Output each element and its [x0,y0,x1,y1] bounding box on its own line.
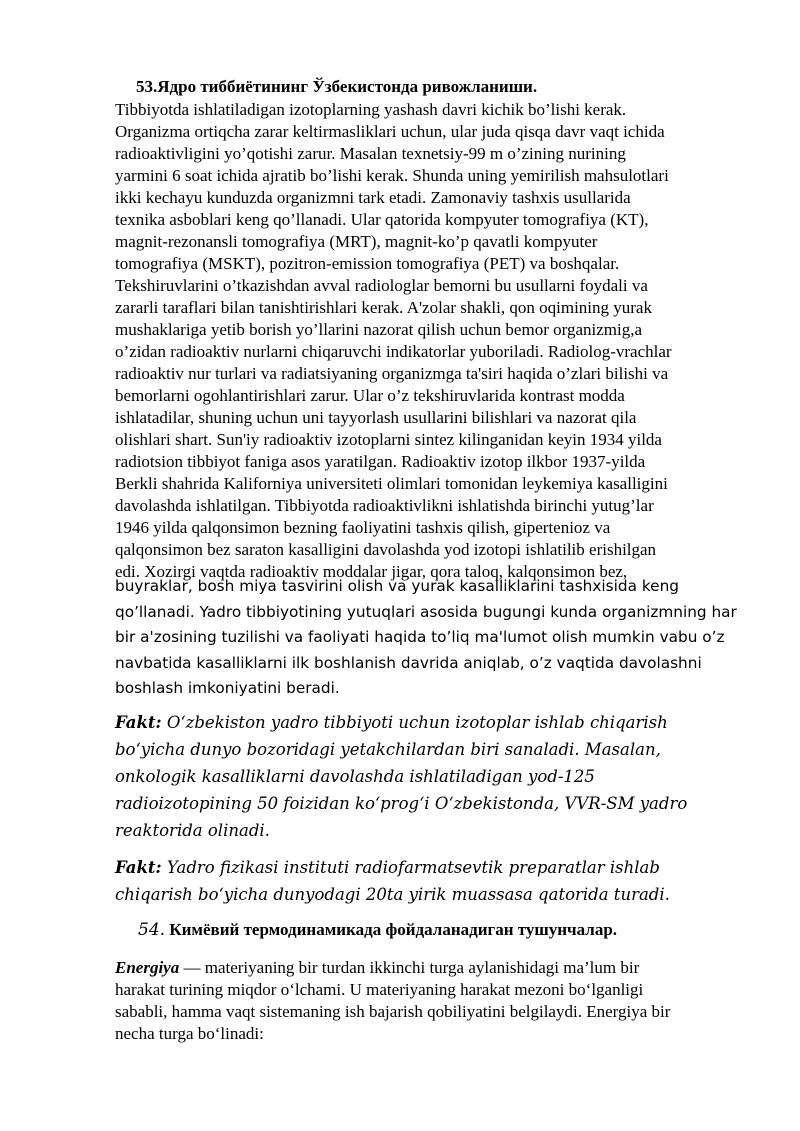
paragraph-line: radiotsion tibbiyot faniga asos yaratilgan. Radioaktiv izotop ilkbor 1937-yilda [115,452,646,471]
paragraph-line: boshlash imkoniyatini beradi. [115,679,340,697]
paragraph-line: yarmini 6 soat ichida ajratib bo’lishi kerak. Shunda uning yemirilish mahsulotlari [115,166,669,185]
energy-definition [115,957,745,1045]
section-53-heading: 53.Ядро тиббиётининг Ўзбекистонда ривожланиши. [136,77,538,96]
paragraph-line: ishlatadilar, shuning uchun uni tayyorlash usullarini bilishlari va nazorat qila [115,408,637,427]
paragraph-line: zararli taraflari bilan tanishtirishlari kerak. A'zolar shakli, qon oqimining yurak [115,298,652,317]
paragraph-line: sababli, hamma vaqt sistemaning ish bajarish qobiliyatini belgilaydi. Energiya bir [115,1002,671,1021]
fact-text: Yadro fizikasi instituti radiofarmatsevtik preparatlar ishlab [161,858,660,877]
section-54-title: Кимёвий термодинамикада фойдаланадиган тушунчалар. [165,920,618,939]
fact-label: Fakt: [115,858,162,877]
paragraph-line: davolashda ishlatilgan. Tibbiyotda radioaktivlikni ishlatishda birinchi yutug’lar [115,496,654,515]
paragraph-line: mushaklariga yetib borish yo’llarini nazorat qilish uchun bemor organizmig,a [115,320,643,339]
fact-line: chiqarish bo‘yicha dunyodagi 20ta yirik muassasa qatorida turadi. [115,885,670,904]
paragraph-line: necha turga bo‘linadi: [115,1024,264,1043]
section-53-paragraph [115,99,740,583]
paragraph-line: Berkli shahrida Kaliforniya universiteti olimlari tomonidan leykemiya kasalligini [115,474,668,493]
paragraph-line: qo’llanadi. Yadro tibbiyotining yutuqlari asosida bugungi kunda organizmning har [115,602,737,621]
paragraph-line: buyraklar, bosh miya tasvirini olish va yurak kasalliklarini tashxisida keng [115,577,679,595]
paragraph-line: bemorlarni ogohlantirishlari zarur. Ular o’z tekshiruvlarida kontrast modda [115,386,625,405]
fact-line [115,854,745,881]
section-53-paragraph-continued [115,574,745,702]
fact-line: bo‘yicha dunyo bozoridagi yetakchilardan biri sanaladi. Masalan, [115,740,661,759]
paragraph-line: bir a'zosining tuzilishi va faoliyati haqida to’liq ma'lumot olish mumkin vabu o’z [115,628,725,646]
section-54-heading [138,920,617,940]
fact-block-isotopes [115,709,745,844]
paragraph-line: harakat turining miqdor o‘lchami. U materiyaning harakat mezoni bo‘lganligi [115,980,644,999]
paragraph-line: navbatida kasalliklarni ilk boshlanish davrida aniqlab, o’z vaqtida davolashni [115,653,702,672]
paragraph-line: 1946 yilda qalqonsimon bezning faoliyatini tashxis qilish, gipertenioz va [115,518,611,537]
fact-line: radioizotopining 50 foizidan ko‘prog‘i O‘zbekistonda, VVR-SM yadro [115,794,688,813]
paragraph-line: Tekshiruvlarini o’tkazishdan avval radiologlar bemorni bu usullarni foydali va [115,276,648,295]
fact-line: onkologik kasalliklarni davolashda ishlatiladigan yod-125 [115,767,595,786]
paragraph-line: magnit-rezonansli tomografiya (MRT), magnit-ko’p qavatli kompyuter [115,232,598,251]
energy-term: Energiya [115,958,180,977]
fact-line: reaktorida olinadi. [115,821,270,840]
energy-text: — materiyaning bir turdan ikkinchi turga aylanishidagi ma’lum bir [179,958,640,977]
paragraph-line [115,957,745,979]
paragraph-line: Organizma ortiqcha zarar keltirmasliklari uchun, ular juda qisqa davr vaqt ichida [115,122,665,141]
paragraph-line: tomografiya (MSKT), pozitron-emission tomografiya (PET) va boshqalar. [115,254,620,273]
paragraph-line: edi. Xozirgi vaqtda radioaktiv moddalar jigar, qora taloq, kalqonsimon bez, [115,562,628,581]
paragraph-line: qalqonsimon bez saraton kasalligini davolashda yod izotopi ishlatilib erishilgan [115,540,657,559]
section-54-number: 54. [138,920,166,940]
paragraph-line: radioaktiv nur turlari va radiatsiyaning organizmga ta'siri haqida o’zlari bilishi va [115,364,669,383]
fact-label: Fakt: [115,713,162,732]
paragraph-line: o’zidan radioaktiv nurlarni chiqaruvchi indikatorlar yuboriladi. Radiolog-vrachlar [115,342,672,361]
paragraph-line: ikki kechayu kunduzda organizmni tark etadi. Zamonaviy tashxis usullarida [115,188,631,207]
paragraph-line: radioaktivligini yo’qotishi zarur. Masalan texnetsiy-99 m o’zining nurining [115,144,626,163]
paragraph-line: Tibbiyotda ishlatiladigan izotoplarning yashash davri kichik bo’lishi kerak. [115,100,627,119]
fact-line [115,709,745,736]
paragraph-line: texnika asboblari keng qo’llanadi. Ular qatorida kompyuter tomografiya (KT), [115,210,649,229]
fact-text: O‘zbekiston yadro tibbiyoti uchun izotoplar ishlab chiqarish [161,713,668,732]
fact-block-institute [115,854,745,908]
paragraph-line: olishlari shart. Sun'iy radioaktiv izotoplarni sintez kilinganidan keyin 1934 yilda [115,430,662,449]
